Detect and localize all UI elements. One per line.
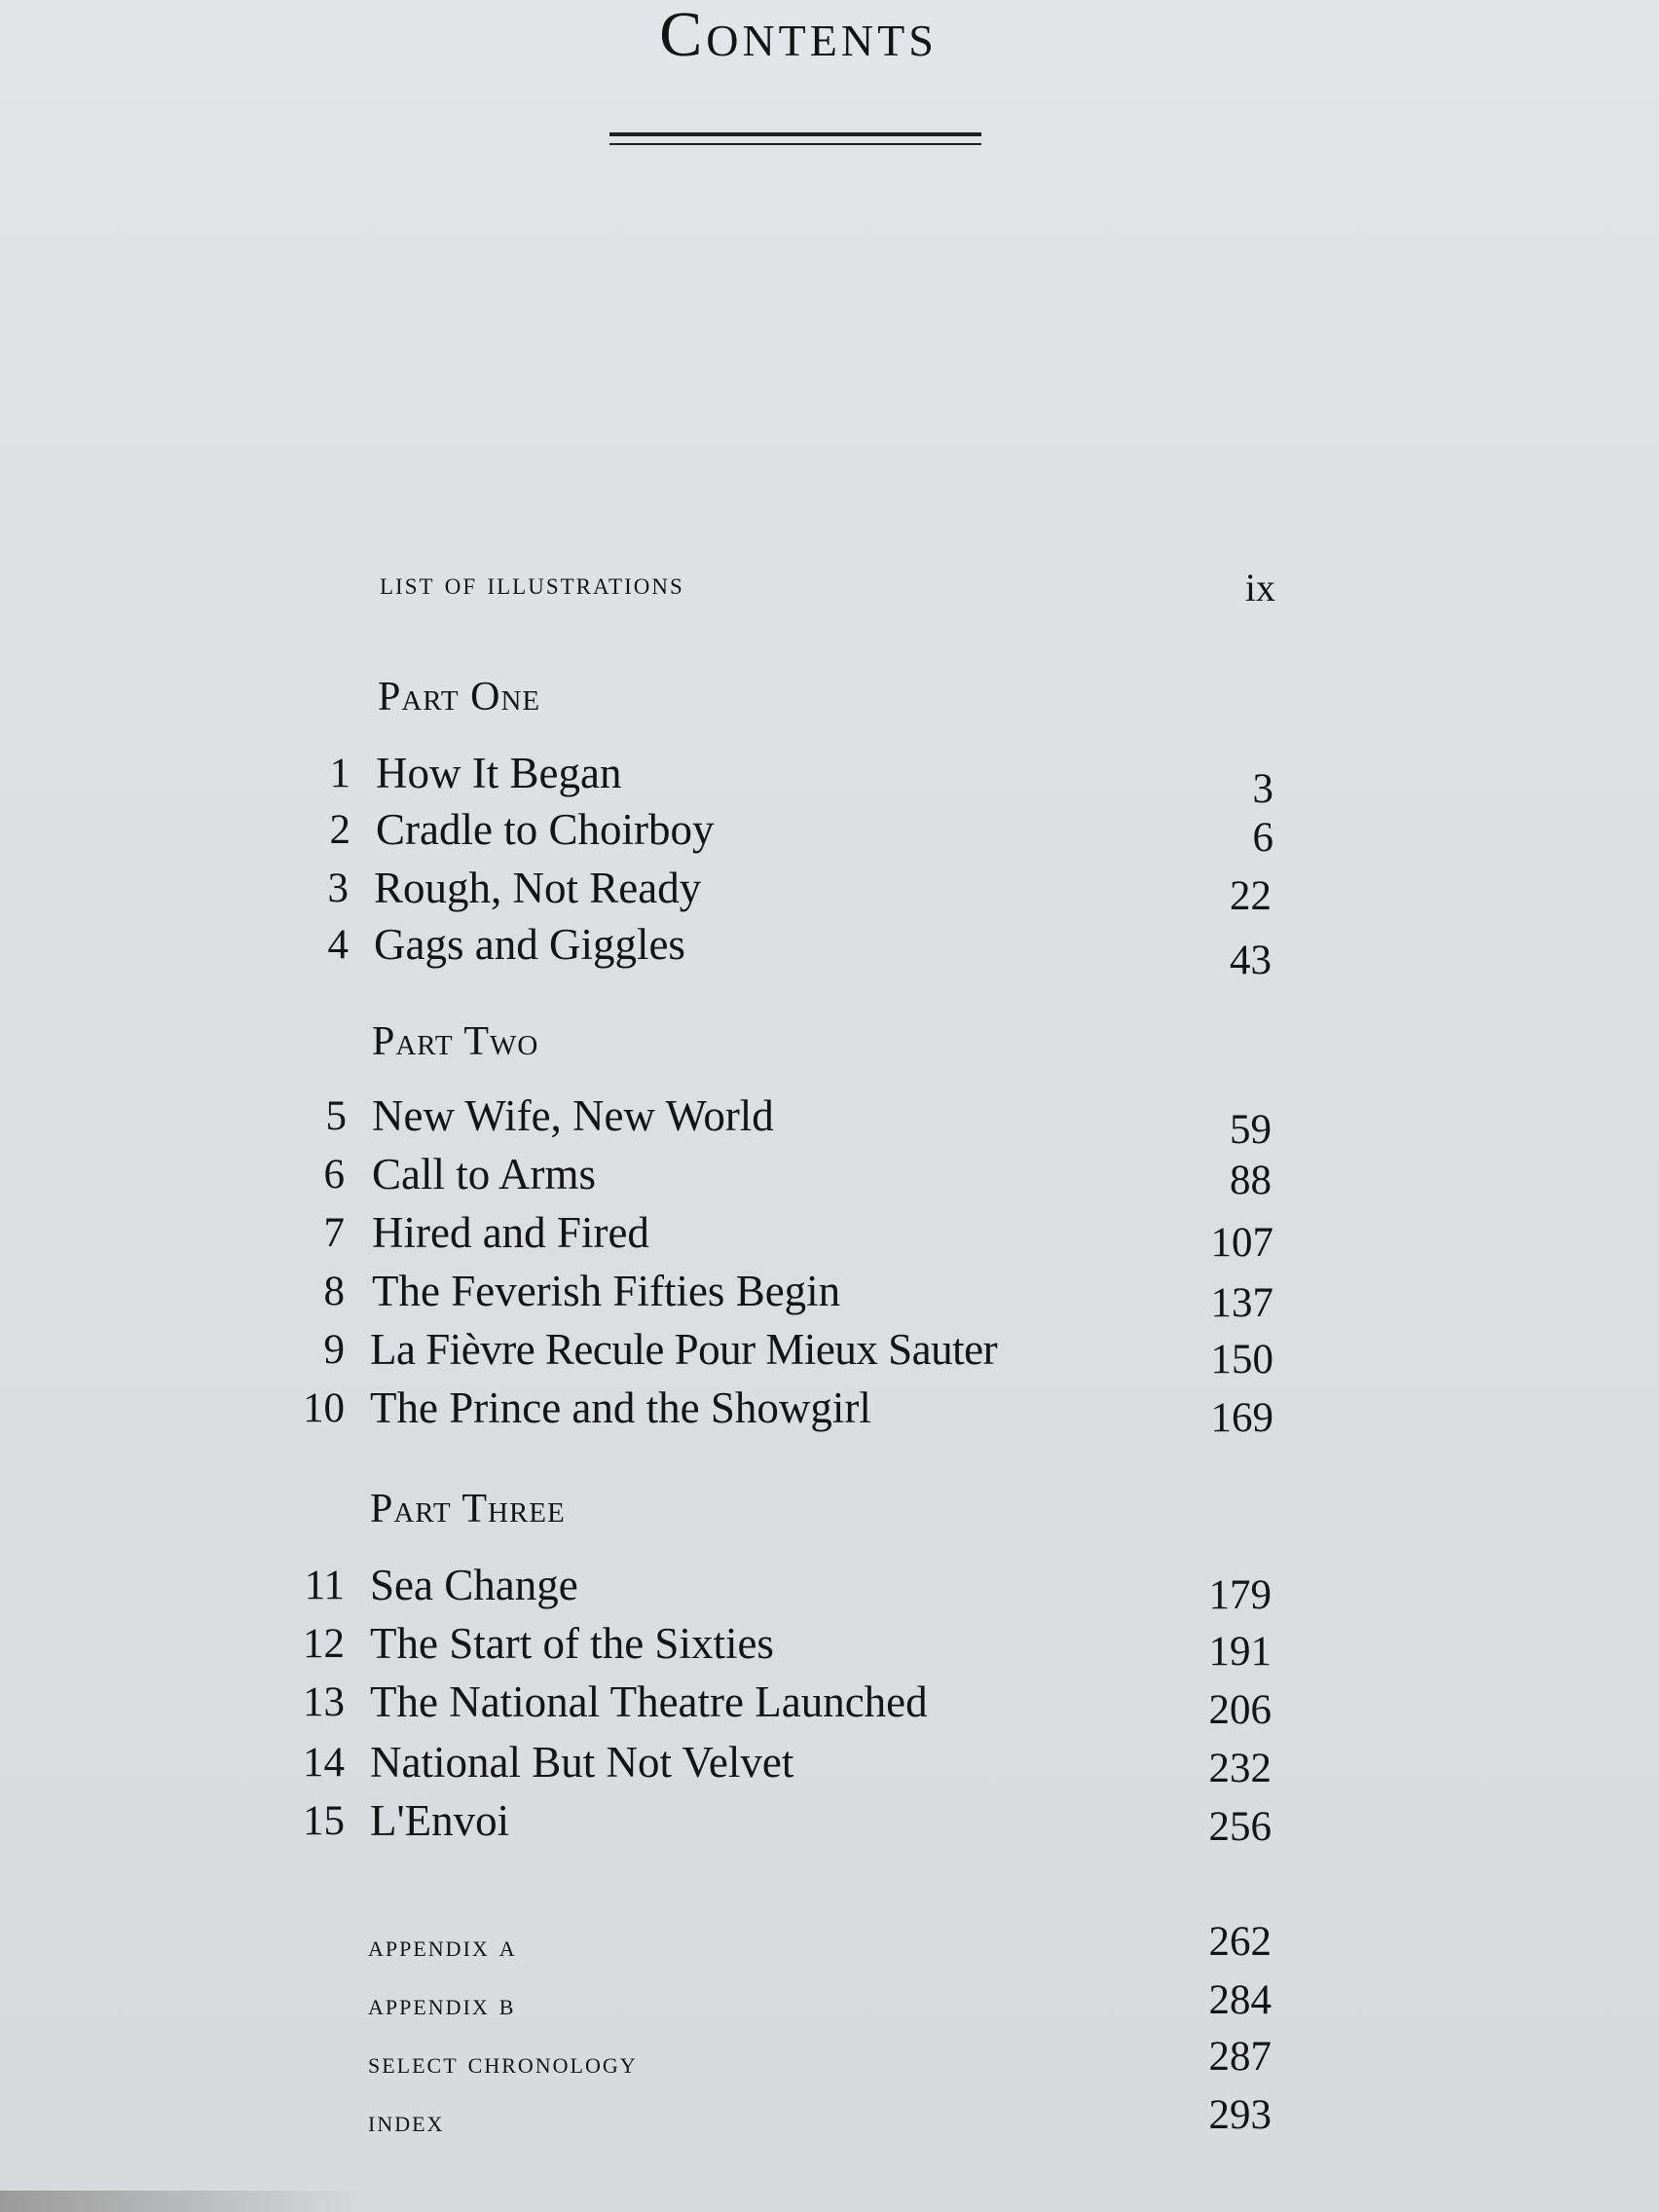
toc-page-number: 284 [1208, 1977, 1272, 2023]
chapter-number: 11 [304, 1563, 345, 1608]
chapter-number: 8 [323, 1269, 345, 1314]
toc-label: appendix b [368, 1986, 516, 2021]
chapter-number: 1 [329, 751, 350, 796]
chapter-number: 4 [327, 922, 349, 968]
chapter-title: National But Not Velvet [370, 1738, 794, 1787]
chapter-number: 6 [323, 1152, 345, 1198]
chapter-number: 12 [303, 1621, 345, 1667]
toc-page-number: 206 [1208, 1687, 1272, 1733]
chapter-title: L'Envoi [370, 1796, 510, 1845]
toc-page-number: 293 [1208, 2092, 1272, 2138]
toc-label: select chronology [368, 2045, 638, 2080]
chapter-title: The Feverish Fifties Begin [372, 1267, 841, 1315]
toc-page-number: 232 [1208, 1746, 1272, 1791]
toc-page-number: 287 [1208, 2034, 1272, 2080]
title-rule-thin [609, 143, 981, 145]
toc-page-number: 107 [1210, 1220, 1273, 1266]
part-heading: Part Three [370, 1487, 566, 1531]
chapter-title: New Wife, New World [372, 1091, 774, 1140]
toc-page-number: 150 [1210, 1337, 1273, 1382]
page-title: Contents [659, 0, 938, 70]
chapter-number: 3 [327, 866, 349, 911]
chapter-title: How It Began [376, 749, 622, 797]
page-edge-shadow [0, 2191, 370, 2212]
toc-page-number: 256 [1208, 1804, 1272, 1850]
chapter-number: 9 [323, 1327, 345, 1373]
chapter-title: Hired and Fired [372, 1208, 649, 1257]
chapter-number: 5 [325, 1093, 347, 1139]
chapter-title: The Start of the Sixties [370, 1619, 774, 1668]
toc-label: index [368, 2103, 445, 2138]
toc-page-number: 88 [1230, 1158, 1272, 1203]
toc-page-number: 191 [1208, 1629, 1272, 1675]
chapter-number: 10 [303, 1385, 345, 1431]
part-heading: Part One [378, 675, 541, 719]
chapter-title: La Fièvre Recule Pour Mieux Sauter [370, 1325, 998, 1374]
toc-page-number: 22 [1230, 873, 1272, 919]
toc-label: appendix a [368, 1928, 517, 1963]
toc-page-number: 179 [1208, 1572, 1272, 1618]
toc-page-number: 3 [1252, 766, 1273, 812]
toc-page-number: 59 [1230, 1107, 1272, 1153]
chapter-number: 13 [303, 1679, 345, 1725]
toc-page-number: 169 [1210, 1395, 1273, 1441]
toc-page-number: ix [1244, 566, 1275, 609]
title-rule-thick [609, 132, 981, 136]
chapter-title: The National Theatre Launched [370, 1677, 928, 1726]
toc-page-number: 6 [1252, 815, 1273, 861]
chapter-title: Call to Arms [372, 1150, 597, 1198]
chapter-number: 2 [329, 807, 350, 853]
toc-label: list of illustrations [380, 567, 684, 602]
part-heading: Part Two [372, 1019, 539, 1064]
chapter-title: Gags and Giggles [374, 920, 685, 969]
chapter-title: Cradle to Choirboy [376, 805, 715, 854]
chapter-number: 15 [303, 1798, 345, 1844]
chapter-title: The Prince and the Showgirl [370, 1383, 871, 1432]
chapter-title: Sea Change [370, 1561, 578, 1609]
toc-page-number: 43 [1230, 938, 1272, 983]
chapter-number: 14 [303, 1740, 345, 1786]
toc-page-number: 262 [1208, 1919, 1272, 1965]
chapter-number: 7 [323, 1210, 345, 1256]
toc-page-number: 137 [1210, 1280, 1273, 1326]
chapter-title: Rough, Not Ready [374, 864, 702, 912]
